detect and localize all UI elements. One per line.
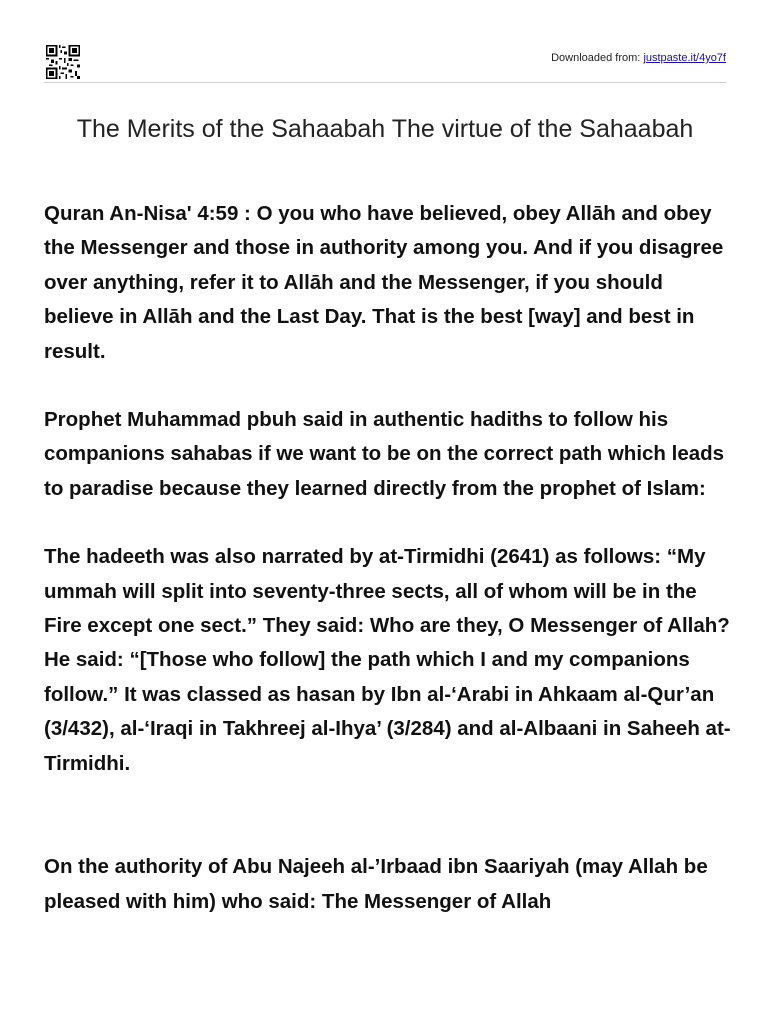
paragraph-tirmidhi-hadeeth: The hadeeth was also narrated by at-Tirmidhi (2641) as follows: “My ummah will split into seventy-three sects, all of whom will be in the Fire except one sect.” They said: Who are they, O Messenger of Allah? He said: “[Those who follow] the path which I and my companions follow.” It was classed as hasan by Ibn al-‘Arabi in Ahkaam al-Qur’an (3/432), al-‘Iraqi in Takhreej al-Ihya’ (3/284) and al-Albaani in Saheeh at-Tirmidhi. [44, 545, 731, 775]
download-source [551, 52, 726, 64]
source-link[interactable]: justpaste.it/4yo7f [643, 52, 726, 64]
paragraph-prophet-saying: Prophet Muhammad pbuh said in authentic hadiths to follow his companions sahabas if we want to be on the correct path which leads to paradise because they learned directly from the prophet of Islam: [44, 408, 725, 500]
downloaded-label: Downloaded from: [551, 52, 641, 64]
paragraph-irbaad-narration: On the authority of Abu Najeeh al-’Irbaad ibn Saariyah (may Allah be pleased with him) who said: The Messenger of Allah [44, 855, 708, 913]
qr-code-icon[interactable] [46, 45, 80, 79]
document-body [44, 197, 734, 919]
paragraph-quran-verse: Quran An-Nisa' 4:59 : O you who have believed, obey Allāh and obey the Messenger and those in authority among you. And if you disagree over anything, refer it to Allāh and the Messenger, if you should believe in Allāh and the Last Day. That is the best [way] and best in result. [44, 202, 724, 363]
document-title: The Merits of the Sahaabah The virtue of the Sahaabah [76, 115, 694, 143]
page-header [44, 42, 726, 83]
